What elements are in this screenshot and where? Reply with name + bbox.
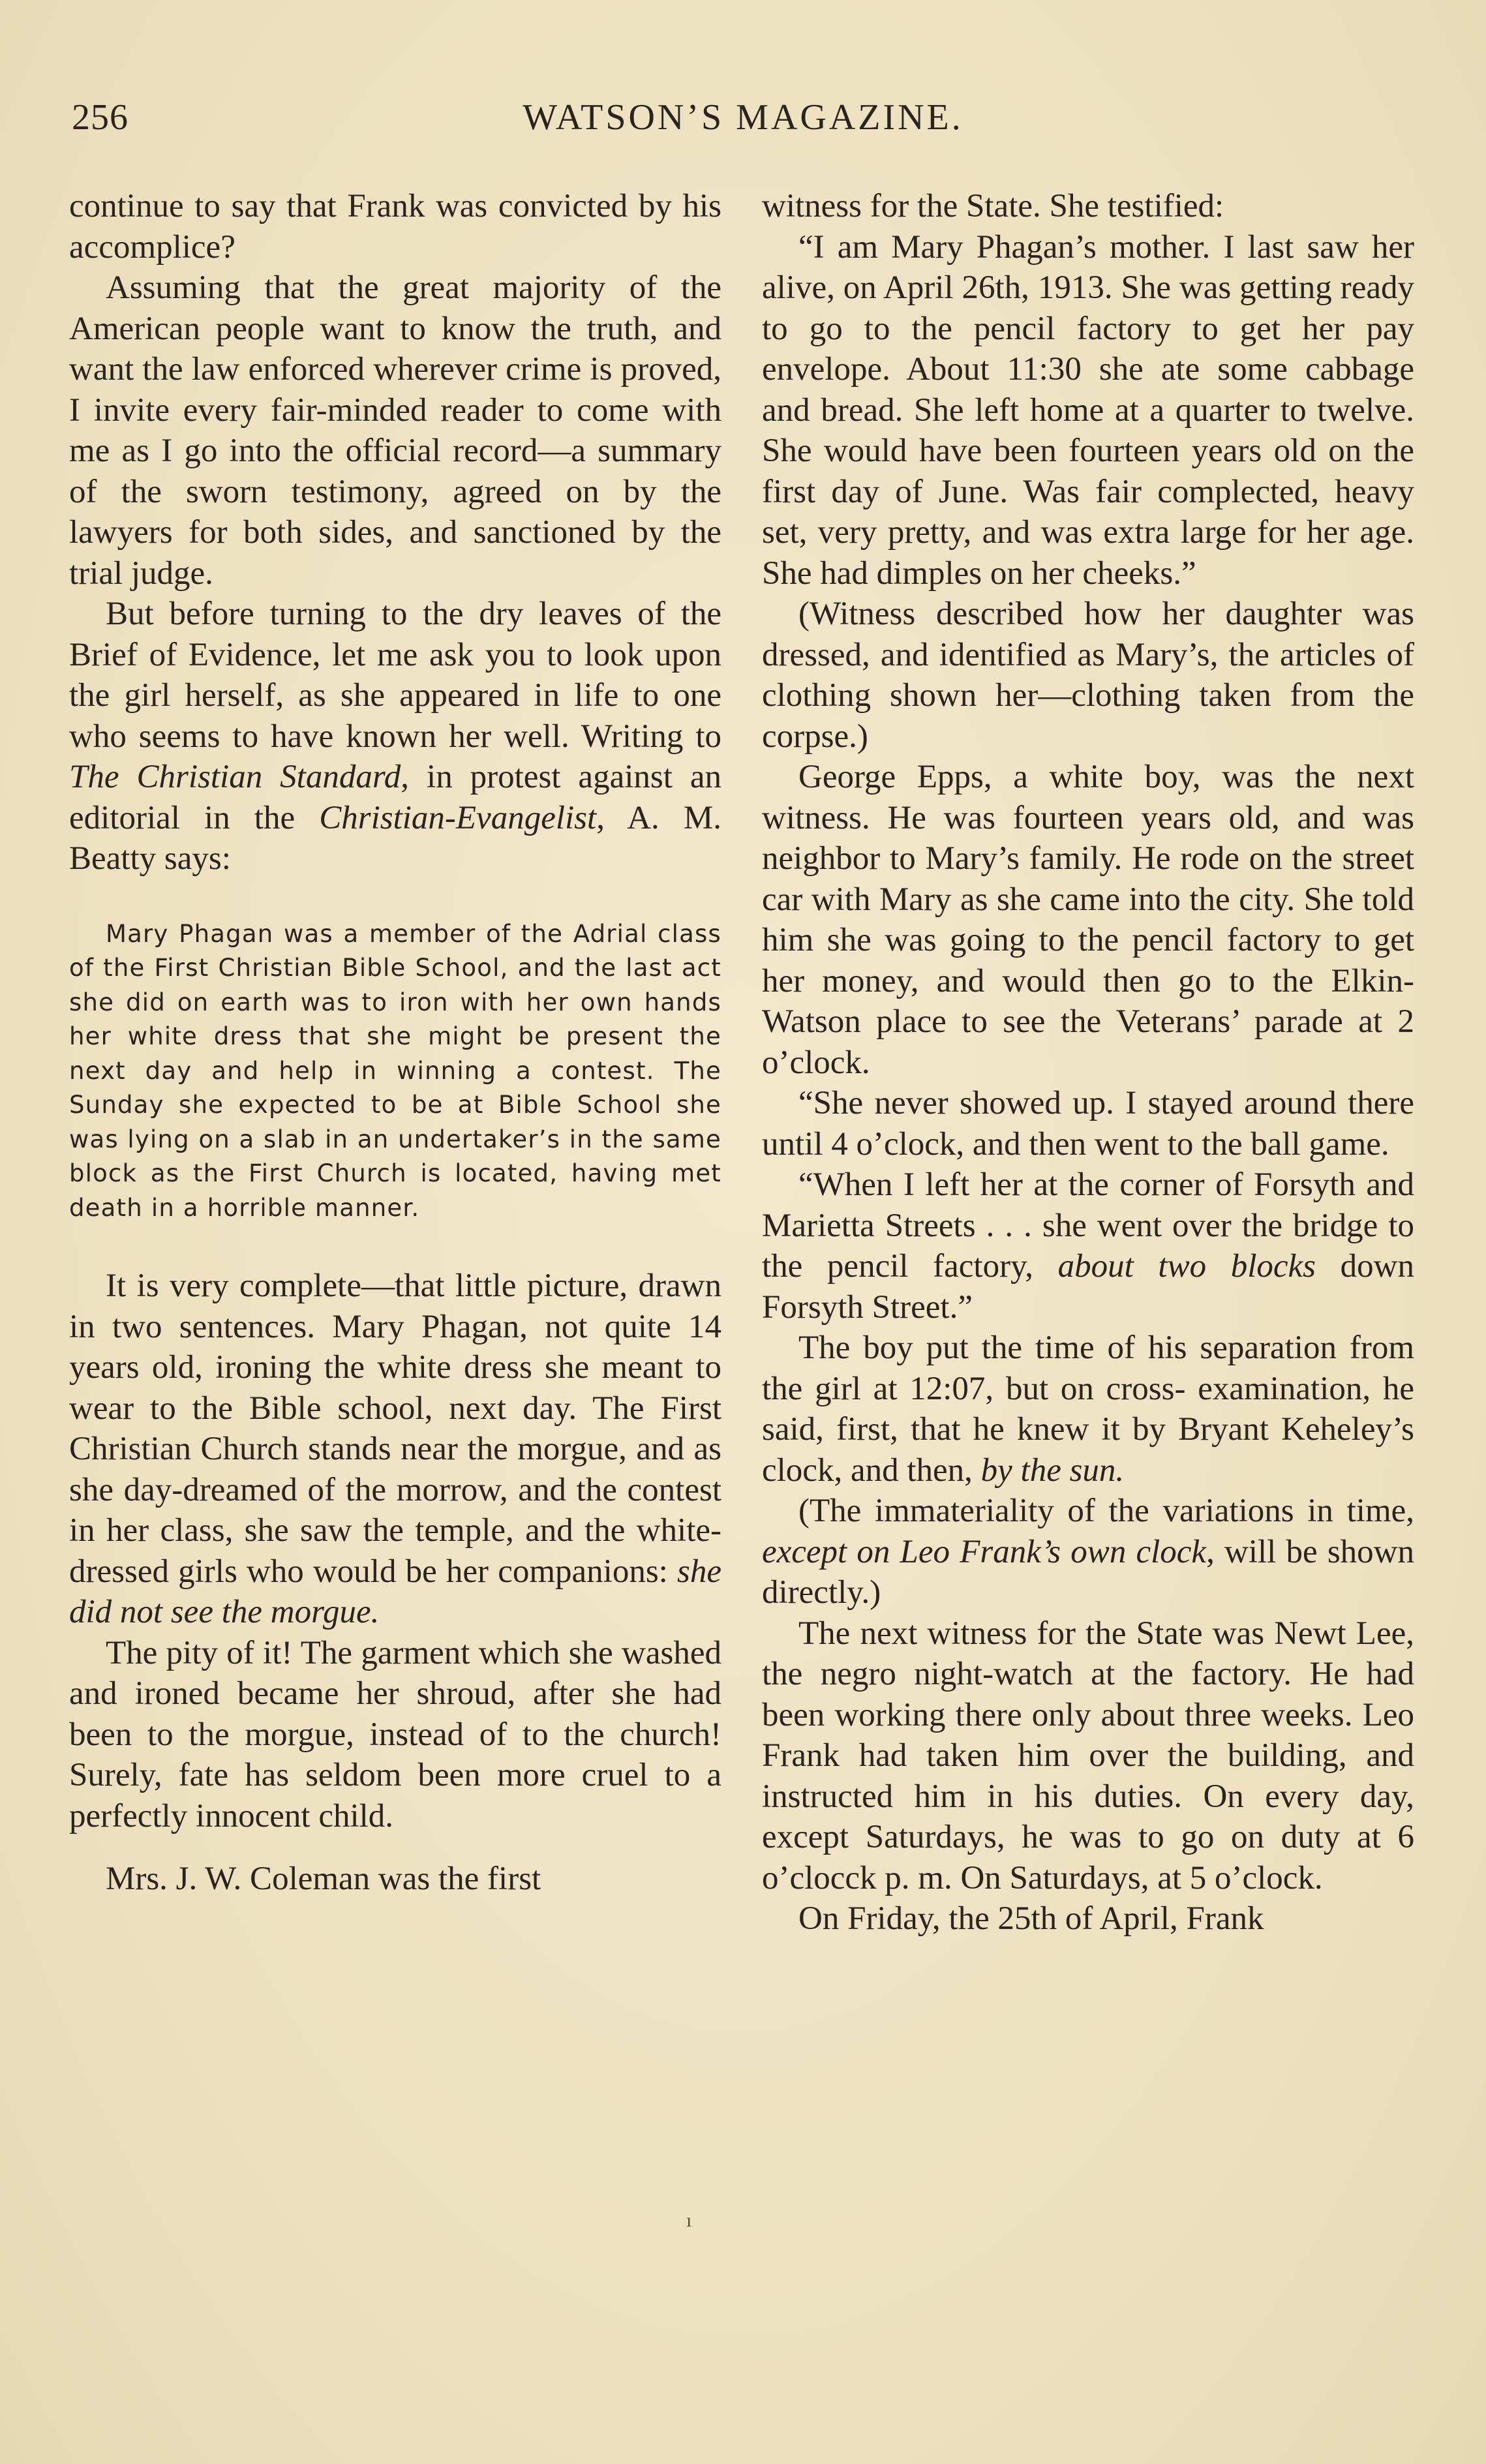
quote-text: Mary Phagan was a member of the Adrial class of the First Christian Bible School, and the last act she did on earth was to iron with her own hands her white dress that she might be present the next day and help in winning a contest. The Sunday she expected to be at Bible School she was lying on a slab in an undertaker’s in the same block as the First Church is located, having met death in a horrible manner. — [69, 919, 721, 1222]
paragraph: Assuming that the great majority of the American people want to know the truth, and want the law enforced wherever crime is proved, I invite every fair-minded reader to come with me as I go into the official record—a summary of the sworn testimony, agreed on by the lawyers for both sides, and sanctioned by the trial judge. — [69, 269, 721, 592]
paragraph: George Epps, a white boy, was the next witness. He was fourteen years old, and was neighbor to Mary’s family. He rode on the street car with Mary as she came into the city. She told him she was going to the pencil factory to get her money, and would then go to the Elkin-Watson place to see the Veterans’ parade at 2 o’clock. — [762, 759, 1414, 1081]
text-run: down Forsyth Street.” — [762, 1248, 1414, 1326]
italic-emphasis: by the sun. — [980, 1452, 1125, 1489]
paragraph: (Witness described how her daughter was dressed, and identified as Mary’s, the articles of clothing shown her—clothing taken from the corpse.) — [762, 596, 1414, 755]
paragraph — [69, 594, 721, 879]
italic-title: The Christian Standard — [69, 759, 401, 795]
italic-emphasis: about two blocks — [1057, 1248, 1316, 1285]
paragraph: On Friday, the 25th of April, Frank — [798, 1900, 1264, 1937]
paragraph — [762, 1491, 1414, 1613]
paragraph: “She never showed up. I stayed around there until 4 o’clock, and then went to the ball game. — [762, 1085, 1414, 1163]
paragraph — [762, 1328, 1414, 1491]
text-run: (The immateriality of the variations in time, — [798, 1493, 1414, 1529]
italic-title: Christian-Evangelist — [319, 799, 597, 836]
page-number: 256 — [72, 97, 129, 138]
text-run: But before turning to the dry leaves of the Brief of Evidence, let me ask you to look upon the girl herself, as she appeared in life to one who seems to have known her well. Writing to — [69, 596, 721, 755]
block-quote — [69, 917, 721, 1226]
running-head-title: WATSON’S MAGAZINE. — [523, 97, 963, 138]
paragraph — [69, 1266, 721, 1633]
page-header — [72, 97, 1414, 155]
paragraph: continue to say that Frank was convicted by his accomplice? — [69, 188, 721, 266]
print-speck: ı — [686, 2210, 692, 2231]
right-column — [762, 186, 1414, 1939]
italic-emphasis: she did not see the morgue. — [69, 1553, 721, 1630]
left-column — [69, 186, 721, 1900]
paragraph: The next witness for the State was Newt Lee, the negro night-watch at the factory. He had been working there only about three weeks. Leo Frank had taken him over the building, and instructed him in his duties. On every day, except Saturdays, he was to go on duty at 6 o’clocck p. m. On Saturdays, at 5 o’clock. — [762, 1615, 1414, 1896]
text-run: , in protest against an editorial in the — [69, 759, 722, 836]
text-run: , A. M. Beatty says: — [69, 799, 721, 877]
paragraph — [762, 1164, 1414, 1328]
paragraph: witness for the State. She testified: — [762, 188, 1224, 224]
italic-emphasis: except on Leo Frank’s own clock — [762, 1533, 1207, 1570]
text-run: It is very complete—that little picture, drawn in two sentences. Mary Phagan, not quite 14 years old, ironing the white dress she meant to wear to the Bible school, next day. The First Christian Church stands near the morgue, and as she day-dreamed of the morrow, and the contest in her class, she saw the temple, and the white-dressed girls who would be her companions: — [69, 1268, 721, 1590]
paragraph: The pity of it! The garment which she washed and ironed became her shroud, after she had been to the morgue, instead of to the church! Surely, fate has seldom been more cruel to a perfectly innocent child. — [69, 1634, 721, 1834]
text-run: The boy put the time of his separation from the girl at 12:07, but on cross- examination, he said, first, that he knew it by Bryant Keheley’s clock, and then, — [762, 1330, 1414, 1489]
paragraph: Mrs. J. W. Coleman was the first — [106, 1861, 541, 1897]
text-run: , will be shown directly.) — [762, 1533, 1415, 1611]
text-run: “When I left her at the corner of Forsyth and Marietta Streets . . . she went over the bridge to the pencil factory, — [762, 1166, 1414, 1285]
paragraph: “I am Mary Phagan’s mother. I last saw her alive, on April 26th, 1913. She was getting ready to go to the pencil factory to get her pay envelope. About 11:30 she ate some cabbage and bread. She left home at a quarter to twelve. She would have been fourteen years old on the first day of June. Was fair complected, heavy set, very pretty, and was extra large for her age. She had dimples on her cheeks.” — [762, 228, 1414, 592]
